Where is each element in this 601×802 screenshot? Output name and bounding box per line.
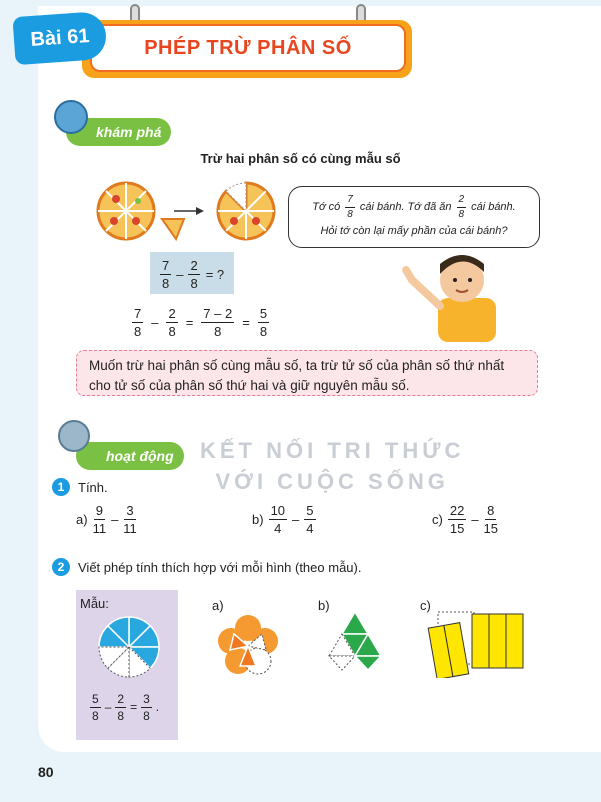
speech-text-3: cái bánh. <box>471 201 516 213</box>
rule-box: Muốn trừ hai phân số cùng mẫu số, ta trừ tử số của phân số thứ nhất cho tử số của phân số thứ hai và giữ nguyên mẫu số. <box>76 350 538 396</box>
figure-c-label: c) <box>420 598 431 613</box>
exercise-1c: c) $\frac{22}{15}$ – $\frac{8}{15}$ <box>432 502 499 536</box>
explore-badge-label: khám phá <box>96 124 162 140</box>
explore-subtitle: Trừ hai phân số có cùng mẫu số <box>200 151 401 166</box>
figure-b-label: b) <box>318 598 330 613</box>
pizza-illustration <box>96 176 276 246</box>
pizza-after-icon <box>218 183 274 239</box>
robot-gear-icon <box>58 420 90 452</box>
sample-circle-figure <box>96 614 162 680</box>
figure-a-label: a) <box>212 598 224 613</box>
speech-text-1: Tớ có <box>312 201 341 213</box>
page-number: 80 <box>38 764 54 780</box>
activity-badge <box>76 442 184 470</box>
activity-badge-label: hoạt động <box>106 448 174 464</box>
speech-bubble <box>288 186 540 248</box>
watermark: KẾT NỐI TRI THỨC VỚI CUỘC SỐNG <box>200 438 465 494</box>
sample-label: Mẫu: <box>80 596 109 611</box>
boy-character <box>400 246 510 342</box>
exercise-1a: a) $\frac{9}{11}$ – $\frac{3}{11}$ <box>76 502 137 536</box>
speech-fraction-1: $\frac{7}{8}$ <box>347 193 353 220</box>
lesson-title: PHÉP TRỪ PHÂN SỐ <box>90 24 406 72</box>
lesson-number-tab: Bài 61 <box>12 11 107 65</box>
exercise-2-number: 2 <box>52 558 70 576</box>
question-expression: $\frac{7}{8}$ – $\frac{2}{8}$ = ? <box>162 257 225 291</box>
arrow-right-icon <box>174 207 204 215</box>
robot-telescope-icon <box>54 100 88 134</box>
exercise-2-title: Viết phép tính thích hợp với mỗi hình (theo mẫu). <box>78 560 362 575</box>
figure-c-rectangles <box>424 608 528 678</box>
figure-b-triangles <box>320 610 390 672</box>
pizza-before-icon <box>98 183 184 239</box>
exercise-1-number: 1 <box>52 478 70 496</box>
figure-a-flower <box>212 614 282 678</box>
speech-text-2: cái bánh. Tớ đã ăn <box>359 201 452 213</box>
exercise-1b: b) $\frac{10}{4}$ – $\frac{5}{4}$ <box>252 502 314 536</box>
exercise-1-title: Tính. <box>78 480 108 495</box>
solution-expression: $\frac{7}{8}$ – $\frac{2}{8}$ = $\frac{7 - 2}{8}$ = $\frac{5}{8}$ <box>134 305 268 339</box>
sample-equation: $\frac{5}{8}$ – $\frac{2}{8}$ = $\frac{3}{8}$ . <box>92 691 160 723</box>
speech-question: Hỏi tớ còn lại mấy phần của cái bánh? <box>320 225 508 237</box>
speech-fraction-2: $\frac{2}{8}$ <box>458 193 465 220</box>
